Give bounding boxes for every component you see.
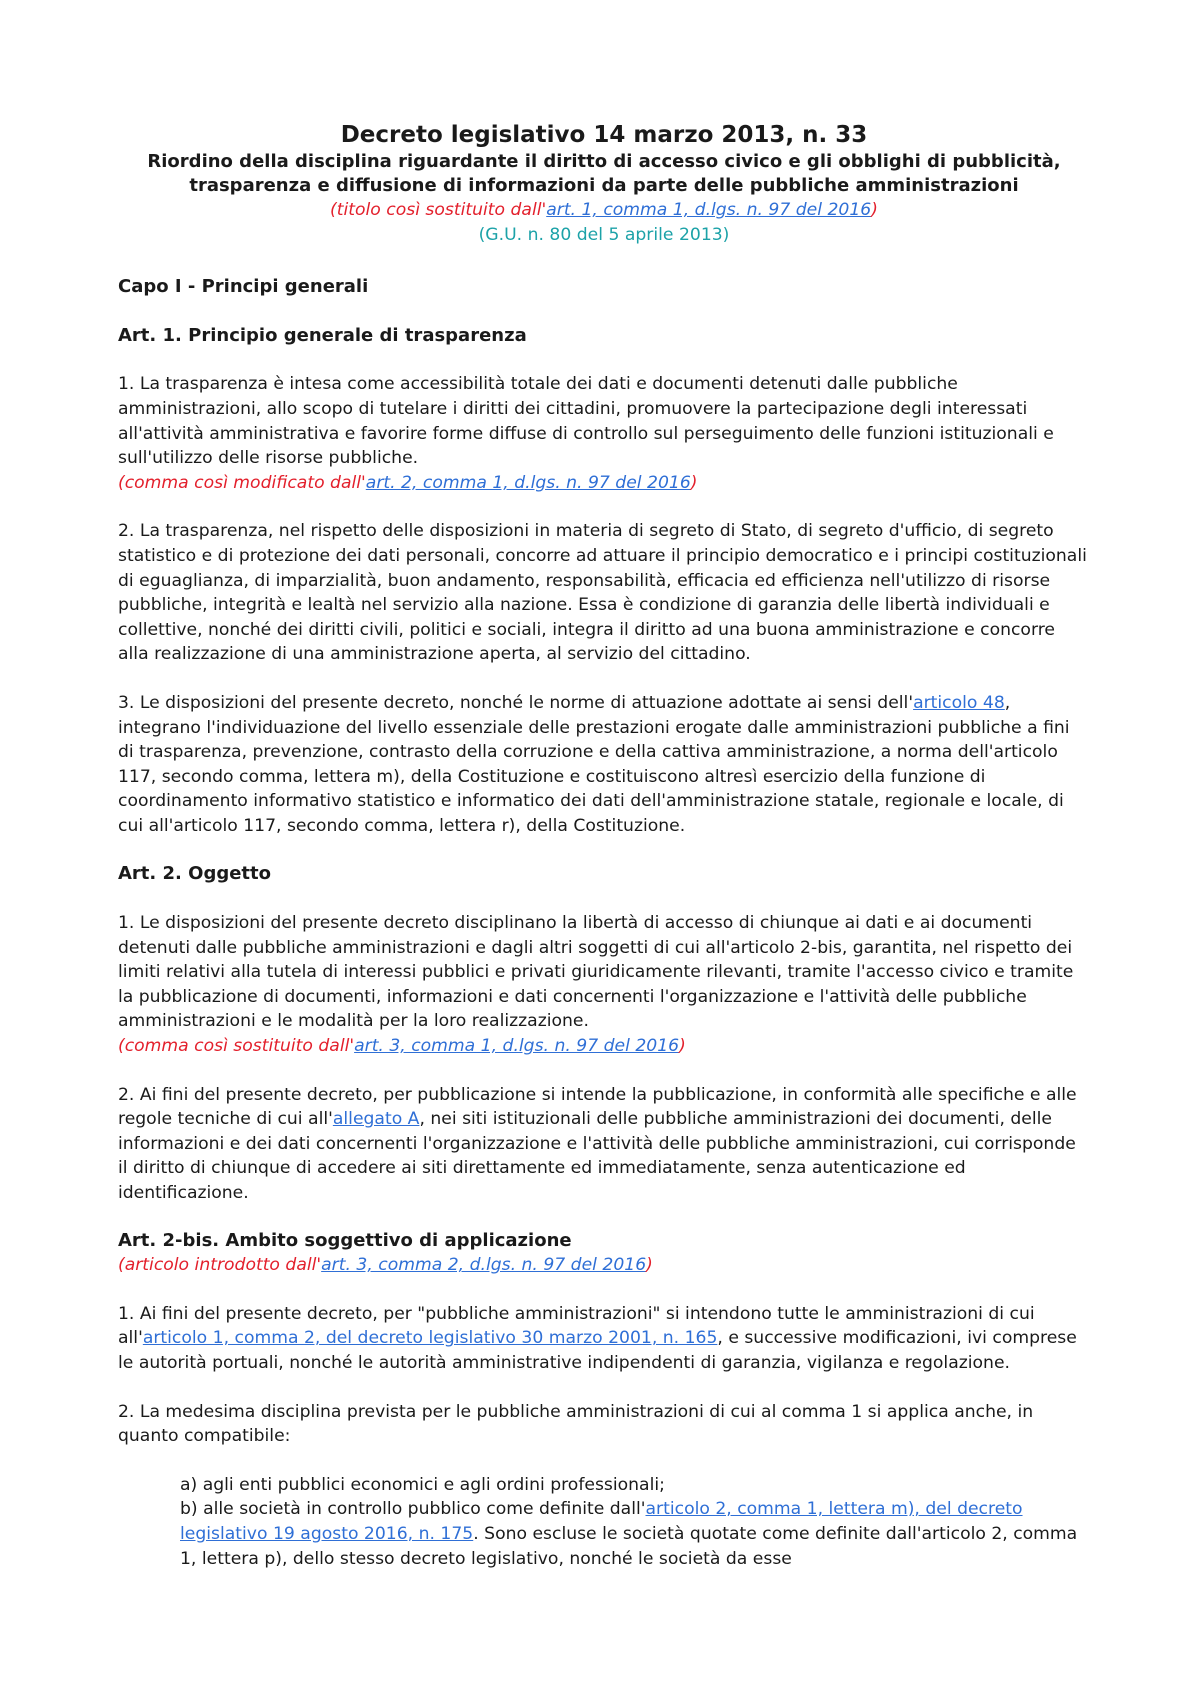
art-1-comma-1-note-link[interactable]: art. 2, comma 1, d.lgs. n. 97 del 2016	[365, 472, 691, 493]
art-2-bis-note: (articolo introdotto dall'art. 3, comma 2, d.lgs. n. 97 del 2016)	[118, 1255, 653, 1276]
art-1-comma-1-note: (comma così modificato dall'art. 2, comma 1, d.lgs. n. 97 del 2016)	[118, 472, 698, 493]
articolo-48-link[interactable]: articolo 48	[913, 692, 1005, 713]
list-item-b: b) alle società in controllo pubblico come definite dall'articolo 2, comma 1, lettera m), del decreto legislativo 19 agosto 2016, n. 175. Sono escluse le società quotate come definite dall'articolo 2, comma 1, lettera p), dello stesso decreto legislativo, nonché le società da esse	[180, 1499, 1078, 1569]
list-item-a: a) agli enti pubblici economici e agli ordini professionali;	[180, 1474, 665, 1495]
dlgs-165-2001-link[interactable]: articolo 1, comma 2, del decreto legislativo 30 marzo 2001, n. 165	[142, 1328, 718, 1349]
document-title: Decreto legislativo 14 marzo 2013, n. 33	[340, 122, 868, 148]
art-2-heading: Art. 2. Oggetto	[118, 863, 271, 885]
art-2-bis-heading: Art. 2-bis. Ambito soggettivo di applicazione	[118, 1229, 572, 1251]
capo-1-heading: Capo I - Principi generali	[118, 276, 369, 298]
art-2-bis-comma-2: 2. La medesima disciplina prevista per le pubbliche amministrazioni di cui al comma 1 si applica anche, in quanto compatibile:	[118, 1401, 1034, 1447]
title-amendment-link[interactable]: art. 1, comma 1, d.lgs. n. 97 del 2016	[546, 200, 872, 220]
document-header	[118, 120, 1090, 247]
document-subtitle-line1: Riordino della disciplina riguardante il diritto di accesso civico e gli obblighi di pubblicità,	[147, 151, 1061, 172]
art-1-comma-2: 2. La trasparenza, nel rispetto delle disposizioni in materia di segreto di Stato, di segreto d'ufficio, di segreto statistico e di protezione dei dati personali, concorre ad attuare il principio democratico e i principi costituzionali di eguaglianza, di imparzialità, buon andamento, responsabilità, efficacia ed efficienza nell'utilizzo di risorse pubbliche, integrità e lealtà nel servizio alla nazione. Essa è condizione di garanzia delle libertà individuali e collettive, nonché dei diritti civili, politici e sociali, integra il diritto ad una buona amministrazione e concorre alla realizzazione di una amministrazione aperta, al servizio del cittadino.	[118, 521, 1087, 665]
title-amendment-note: (titolo così sostituito dall'art. 1, comma 1, d.lgs. n. 97 del 2016)	[330, 200, 878, 220]
document-subtitle-line2: trasparenza e diffusione di informazioni da parte delle pubbliche amministrazioni	[189, 175, 1019, 196]
gazette-reference: (G.U. n. 80 del 5 aprile 2013)	[478, 224, 730, 245]
art-2-bis-comma-1: 1. Ai fini del presente decreto, per "pubbliche amministrazioni" si intendono tutte le amministrazioni di cui all'articolo 1, comma 2, del decreto legislativo 30 marzo 2001, n. 165, e successive modificazioni, ivi comprese le autorità portuali, nonché le autorità amministrative indipendenti di garanzia, vigilanza e regolazione.	[118, 1303, 1077, 1373]
art-2-comma-2: 2. Ai fini del presente decreto, per pubblicazione si intende la pubblicazione, in conformità alle specifiche e alle regole tecniche di cui all'allegato A, nei siti istituzionali delle pubbliche amministrazioni dei documenti, delle informazioni e dei dati concernenti l'organizzazione e l'attività delle pubbliche amministrazioni, cui corrisponde il diritto di chiunque di accedere ai siti direttamente ed immediatamente, senza autenticazione ed identificazione.	[118, 1084, 1077, 1203]
art-2-comma-1: 1. Le disposizioni del presente decreto disciplinano la libertà di accesso di chiunque ai dati e ai documenti detenuti dalle pubbliche amministrazioni e dagli altri soggetti di cui all'articolo 2-bis, garantita, nel rispetto dei limiti relativi alla tutela di interessi pubblici e privati giuridicamente rilevanti, tramite l'accesso civico e tramite la pubblicazione di documenti, informazioni e dati concernenti l'organizzazione e l'attività delle pubbliche amministrazioni e le modalità per la loro realizzazione.	[118, 913, 1074, 1032]
art-2-bis-comma-2-list	[118, 1473, 1090, 1571]
art-2-comma-1-note: (comma così sostituito dall'art. 3, comma 1, d.lgs. n. 97 del 2016)	[118, 1036, 686, 1057]
art-2-comma-1-note-link[interactable]: art. 3, comma 1, d.lgs. n. 97 del 2016	[354, 1036, 680, 1057]
art-1-heading: Art. 1. Principio generale di trasparenza	[118, 324, 527, 346]
art-1-comma-1: 1. La trasparenza è intesa come accessibilità totale dei dati e documenti detenuti dalle pubbliche amministrazioni, allo scopo di tutelare i diritti dei cittadini, promuovere la partecipazione degli interessati all'attività amministrativa e favorire forme diffuse di controllo sul perseguimento delle funzioni istituzionali e sull'utilizzo delle risorse pubbliche.	[118, 374, 1054, 469]
art-2-bis-note-link[interactable]: art. 3, comma 2, d.lgs. n. 97 del 2016	[321, 1255, 647, 1276]
art-1-comma-3: 3. Le disposizioni del presente decreto, nonché le norme di attuazione adottate ai sensi dell'articolo 48, integrano l'individuazione del livello essenziale delle prestazioni erogate dalle amministrazioni pubbliche a fini di trasparenza, prevenzione, contrasto della corruzione e della cattiva amministrazione, a norma dell'articolo 117, secondo comma, lettera m), della Costituzione e costituiscono altresì esercizio della funzione di coordinamento informativo statistico e informatico dei dati dell'amministrazione statale, regionale e locale, di cui all'articolo 117, secondo comma, lettera r), della Costituzione.	[118, 692, 1070, 836]
dlgs-175-2016-link[interactable]: articolo 2, comma 1, lettera m), del decreto legislativo 19 agosto 2016, n. 175	[180, 1499, 1023, 1544]
allegato-a-link[interactable]: allegato A	[332, 1109, 420, 1130]
